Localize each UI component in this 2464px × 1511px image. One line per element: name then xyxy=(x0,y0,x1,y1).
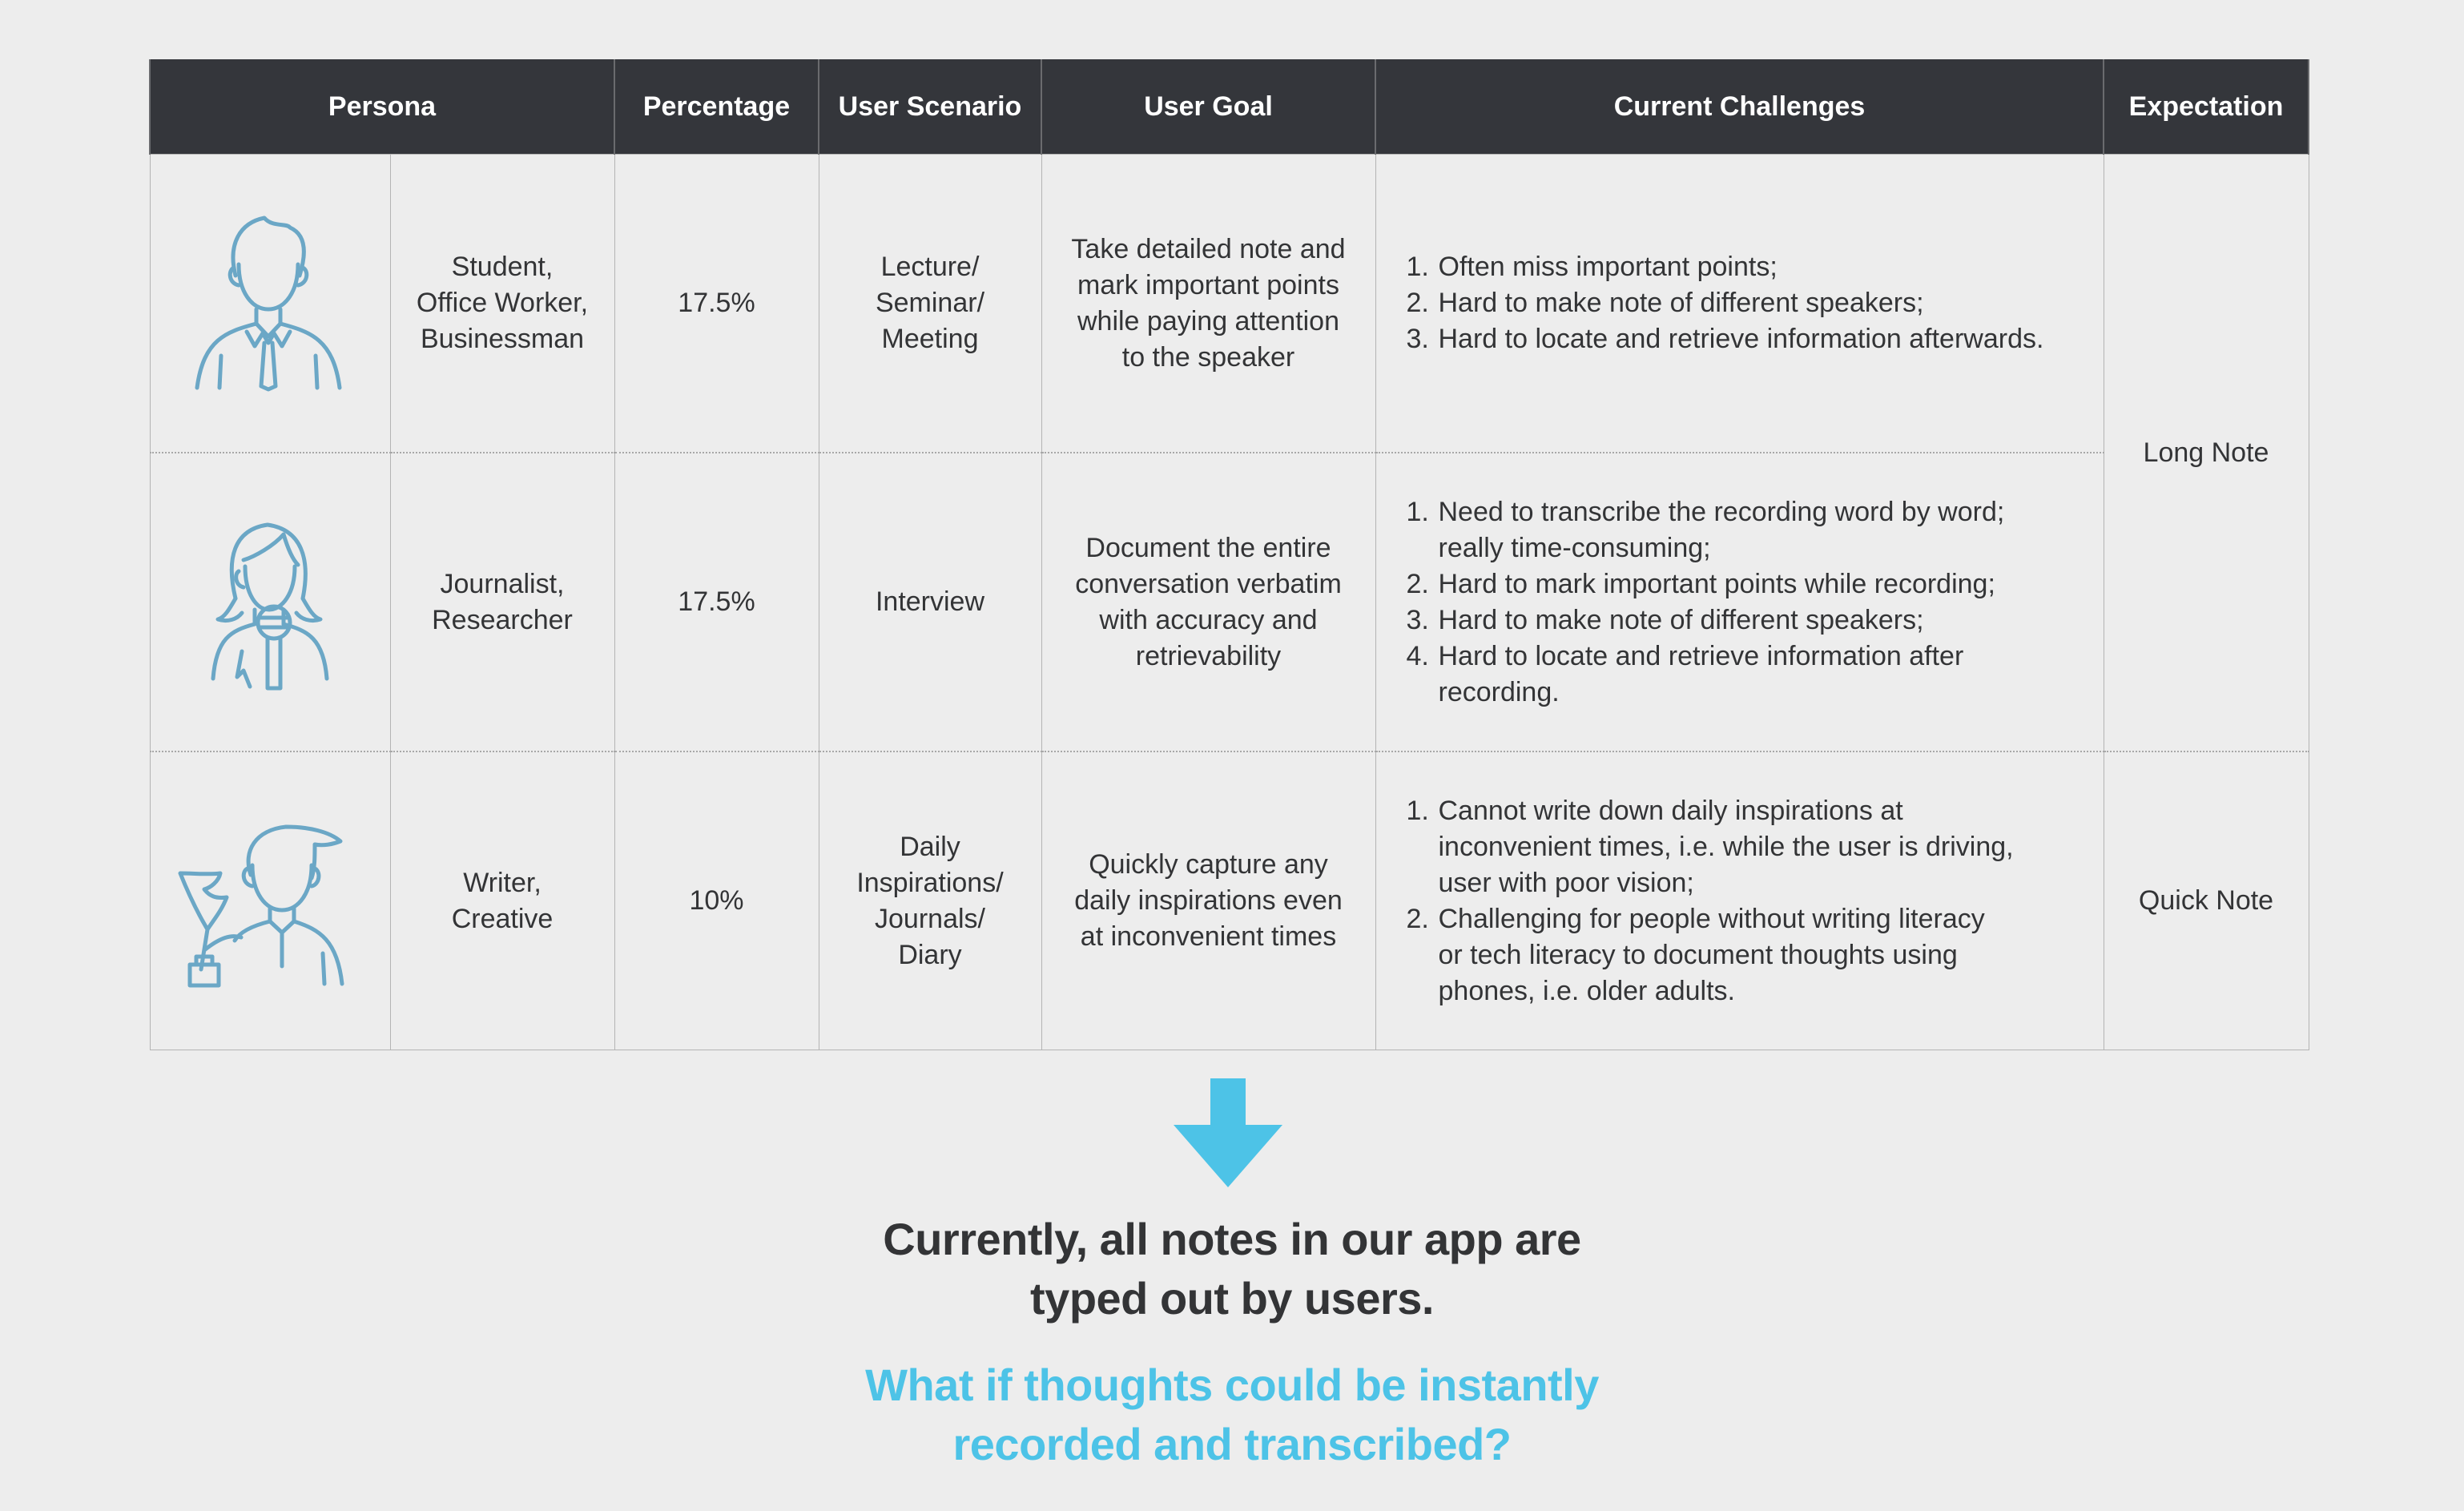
challenge-line: or tech literacy to document thoughts using xyxy=(1438,939,1958,970)
headline-line: typed out by users. xyxy=(1030,1273,1434,1324)
challenge-item xyxy=(1407,602,2080,639)
scenario-line: Interview xyxy=(875,586,985,617)
writer-quill-icon xyxy=(174,809,366,993)
challenge-line: phones, i.e. older adults. xyxy=(1438,975,1735,1006)
challenge-number: 1. xyxy=(1406,252,1429,282)
challenge-line: Hard to locate and retrieve information after xyxy=(1438,640,1964,671)
challenge-line: user with poor vision; xyxy=(1438,867,1694,898)
scenario-line: Inspirations/ xyxy=(856,867,1004,898)
user-goal-cell xyxy=(1041,155,1375,453)
challenge-number: 1. xyxy=(1406,496,1429,527)
goal-line: at inconvenient times xyxy=(1080,921,1337,952)
question-line: recorded and transcribed? xyxy=(952,1419,1512,1469)
down-arrow-icon xyxy=(1172,1078,1284,1191)
user-scenario-cell xyxy=(819,155,1041,453)
challenge-item xyxy=(1407,639,2080,711)
persona-table-container xyxy=(149,59,2308,1050)
user-goal-cell xyxy=(1041,751,1375,1050)
expectation-quick-note-cell: Quick Note xyxy=(2104,751,2309,1050)
table-row xyxy=(150,751,2309,1050)
challenge-item xyxy=(1407,494,2080,566)
scenario-line: Lecture/ xyxy=(880,252,980,282)
header-current-challenges: Current Challenges xyxy=(1375,59,2104,155)
challenge-item xyxy=(1407,566,2080,602)
goal-line: conversation verbatim xyxy=(1075,568,1342,599)
goal-line: while paying attention xyxy=(1077,305,1339,336)
header-expectation: Expectation xyxy=(2104,59,2309,155)
question-line: What if thoughts could be instantly xyxy=(865,1360,1599,1410)
challenge-text xyxy=(1439,494,2080,566)
goal-line: Quickly capture any xyxy=(1089,849,1328,880)
persona-icon-cell xyxy=(150,155,390,453)
persona-name-line: Businessman xyxy=(420,324,585,354)
headline-line: Currently, all notes in our app are xyxy=(883,1214,1581,1264)
challenge-number: 2. xyxy=(1406,288,1429,318)
challenge-text xyxy=(1439,793,2080,901)
journalist-microphone-icon xyxy=(178,510,362,695)
challenge-item xyxy=(1407,793,2080,901)
challenge-line: Challenging for people without writing literacy xyxy=(1438,903,1985,934)
challenge-number: 1. xyxy=(1406,795,1429,826)
challenge-number: 3. xyxy=(1406,324,1429,354)
challenge-line: Hard to locate and retrieve information afterwards. xyxy=(1438,324,2044,354)
challenge-text xyxy=(1439,602,2080,639)
summary-headline xyxy=(0,1210,2464,1328)
question-headline xyxy=(0,1356,2464,1474)
challenge-text xyxy=(1439,901,2080,1009)
scenario-line: Seminar/ xyxy=(875,288,985,318)
current-challenges-cell xyxy=(1375,155,2104,453)
user-goal-cell xyxy=(1041,453,1375,751)
challenge-line: really time-consuming; xyxy=(1438,532,1711,563)
user-scenario-cell xyxy=(819,751,1041,1050)
header-user-goal: User Goal xyxy=(1041,59,1375,155)
expectation-long-note-cell: Long Note xyxy=(2104,155,2309,752)
goal-line: retrievability xyxy=(1135,640,1282,671)
goal-line: with accuracy and xyxy=(1099,604,1318,635)
persona-name-line: Researcher xyxy=(432,604,573,635)
challenge-number: 2. xyxy=(1406,568,1429,599)
challenge-line: inconvenient times, i.e. while the user is driving, xyxy=(1438,831,2014,862)
challenge-item xyxy=(1407,285,2080,321)
scenario-line: Meeting xyxy=(881,324,979,354)
challenge-line: recording. xyxy=(1438,676,1560,707)
percentage-cell: 17.5% xyxy=(614,453,819,751)
challenge-number: 3. xyxy=(1406,604,1429,635)
current-challenges-cell xyxy=(1375,453,2104,751)
persona-name-line: Writer, xyxy=(463,867,542,898)
challenge-item xyxy=(1407,901,2080,1009)
persona-table xyxy=(149,59,2309,1050)
table-row xyxy=(150,155,2309,453)
persona-name-line: Office Worker, xyxy=(416,288,589,318)
goal-line: Take detailed note and xyxy=(1071,233,1346,264)
challenge-text xyxy=(1439,566,2080,602)
challenge-item xyxy=(1407,321,2080,357)
persona-name-cell xyxy=(390,751,614,1050)
persona-name-cell xyxy=(390,453,614,751)
challenge-line: Often miss important points; xyxy=(1438,252,1778,282)
persona-name-line: Student, xyxy=(451,252,554,282)
challenge-number: 2. xyxy=(1406,903,1429,934)
scenario-line: Journals/ xyxy=(875,903,985,934)
persona-icon-cell xyxy=(150,453,390,751)
challenge-line: Hard to mark important points while recording; xyxy=(1438,568,1995,599)
challenge-text xyxy=(1439,321,2080,357)
challenges-list xyxy=(1407,494,2080,711)
table-row xyxy=(150,453,2309,751)
challenge-line: Need to transcribe the recording word by word; xyxy=(1438,496,2005,527)
percentage-cell: 10% xyxy=(614,751,819,1050)
challenge-text xyxy=(1439,285,2080,321)
persona-name-cell xyxy=(390,155,614,453)
challenge-line: Hard to make note of different speakers; xyxy=(1438,604,1924,635)
businessman-icon xyxy=(178,212,362,396)
challenges-list xyxy=(1407,793,2080,1009)
goal-line: to the speaker xyxy=(1121,341,1295,373)
challenge-line: Hard to make note of different speakers; xyxy=(1438,288,1924,318)
percentage-cell: 17.5% xyxy=(614,155,819,453)
goal-line: Document the entire xyxy=(1085,532,1331,563)
challenge-text xyxy=(1439,249,2080,285)
challenge-item xyxy=(1407,249,2080,285)
persona-name-line: Journalist, xyxy=(440,568,565,599)
header-user-scenario: User Scenario xyxy=(819,59,1041,155)
header-persona: Persona xyxy=(150,59,614,155)
persona-icon-cell xyxy=(150,751,390,1050)
scenario-line: Daily xyxy=(900,831,960,862)
persona-name-line: Creative xyxy=(451,903,554,934)
table-header-row xyxy=(150,59,2309,155)
challenge-number: 4. xyxy=(1406,640,1429,671)
goal-line: mark important points xyxy=(1077,269,1339,300)
challenges-list xyxy=(1407,249,2080,357)
goal-line: daily inspirations even xyxy=(1074,885,1343,916)
current-challenges-cell xyxy=(1375,751,2104,1050)
header-percentage: Percentage xyxy=(614,59,819,155)
user-scenario-cell xyxy=(819,453,1041,751)
scenario-line: Diary xyxy=(898,939,962,970)
challenge-line: Cannot write down daily inspirations at xyxy=(1438,795,1903,826)
challenge-text xyxy=(1439,639,2080,711)
